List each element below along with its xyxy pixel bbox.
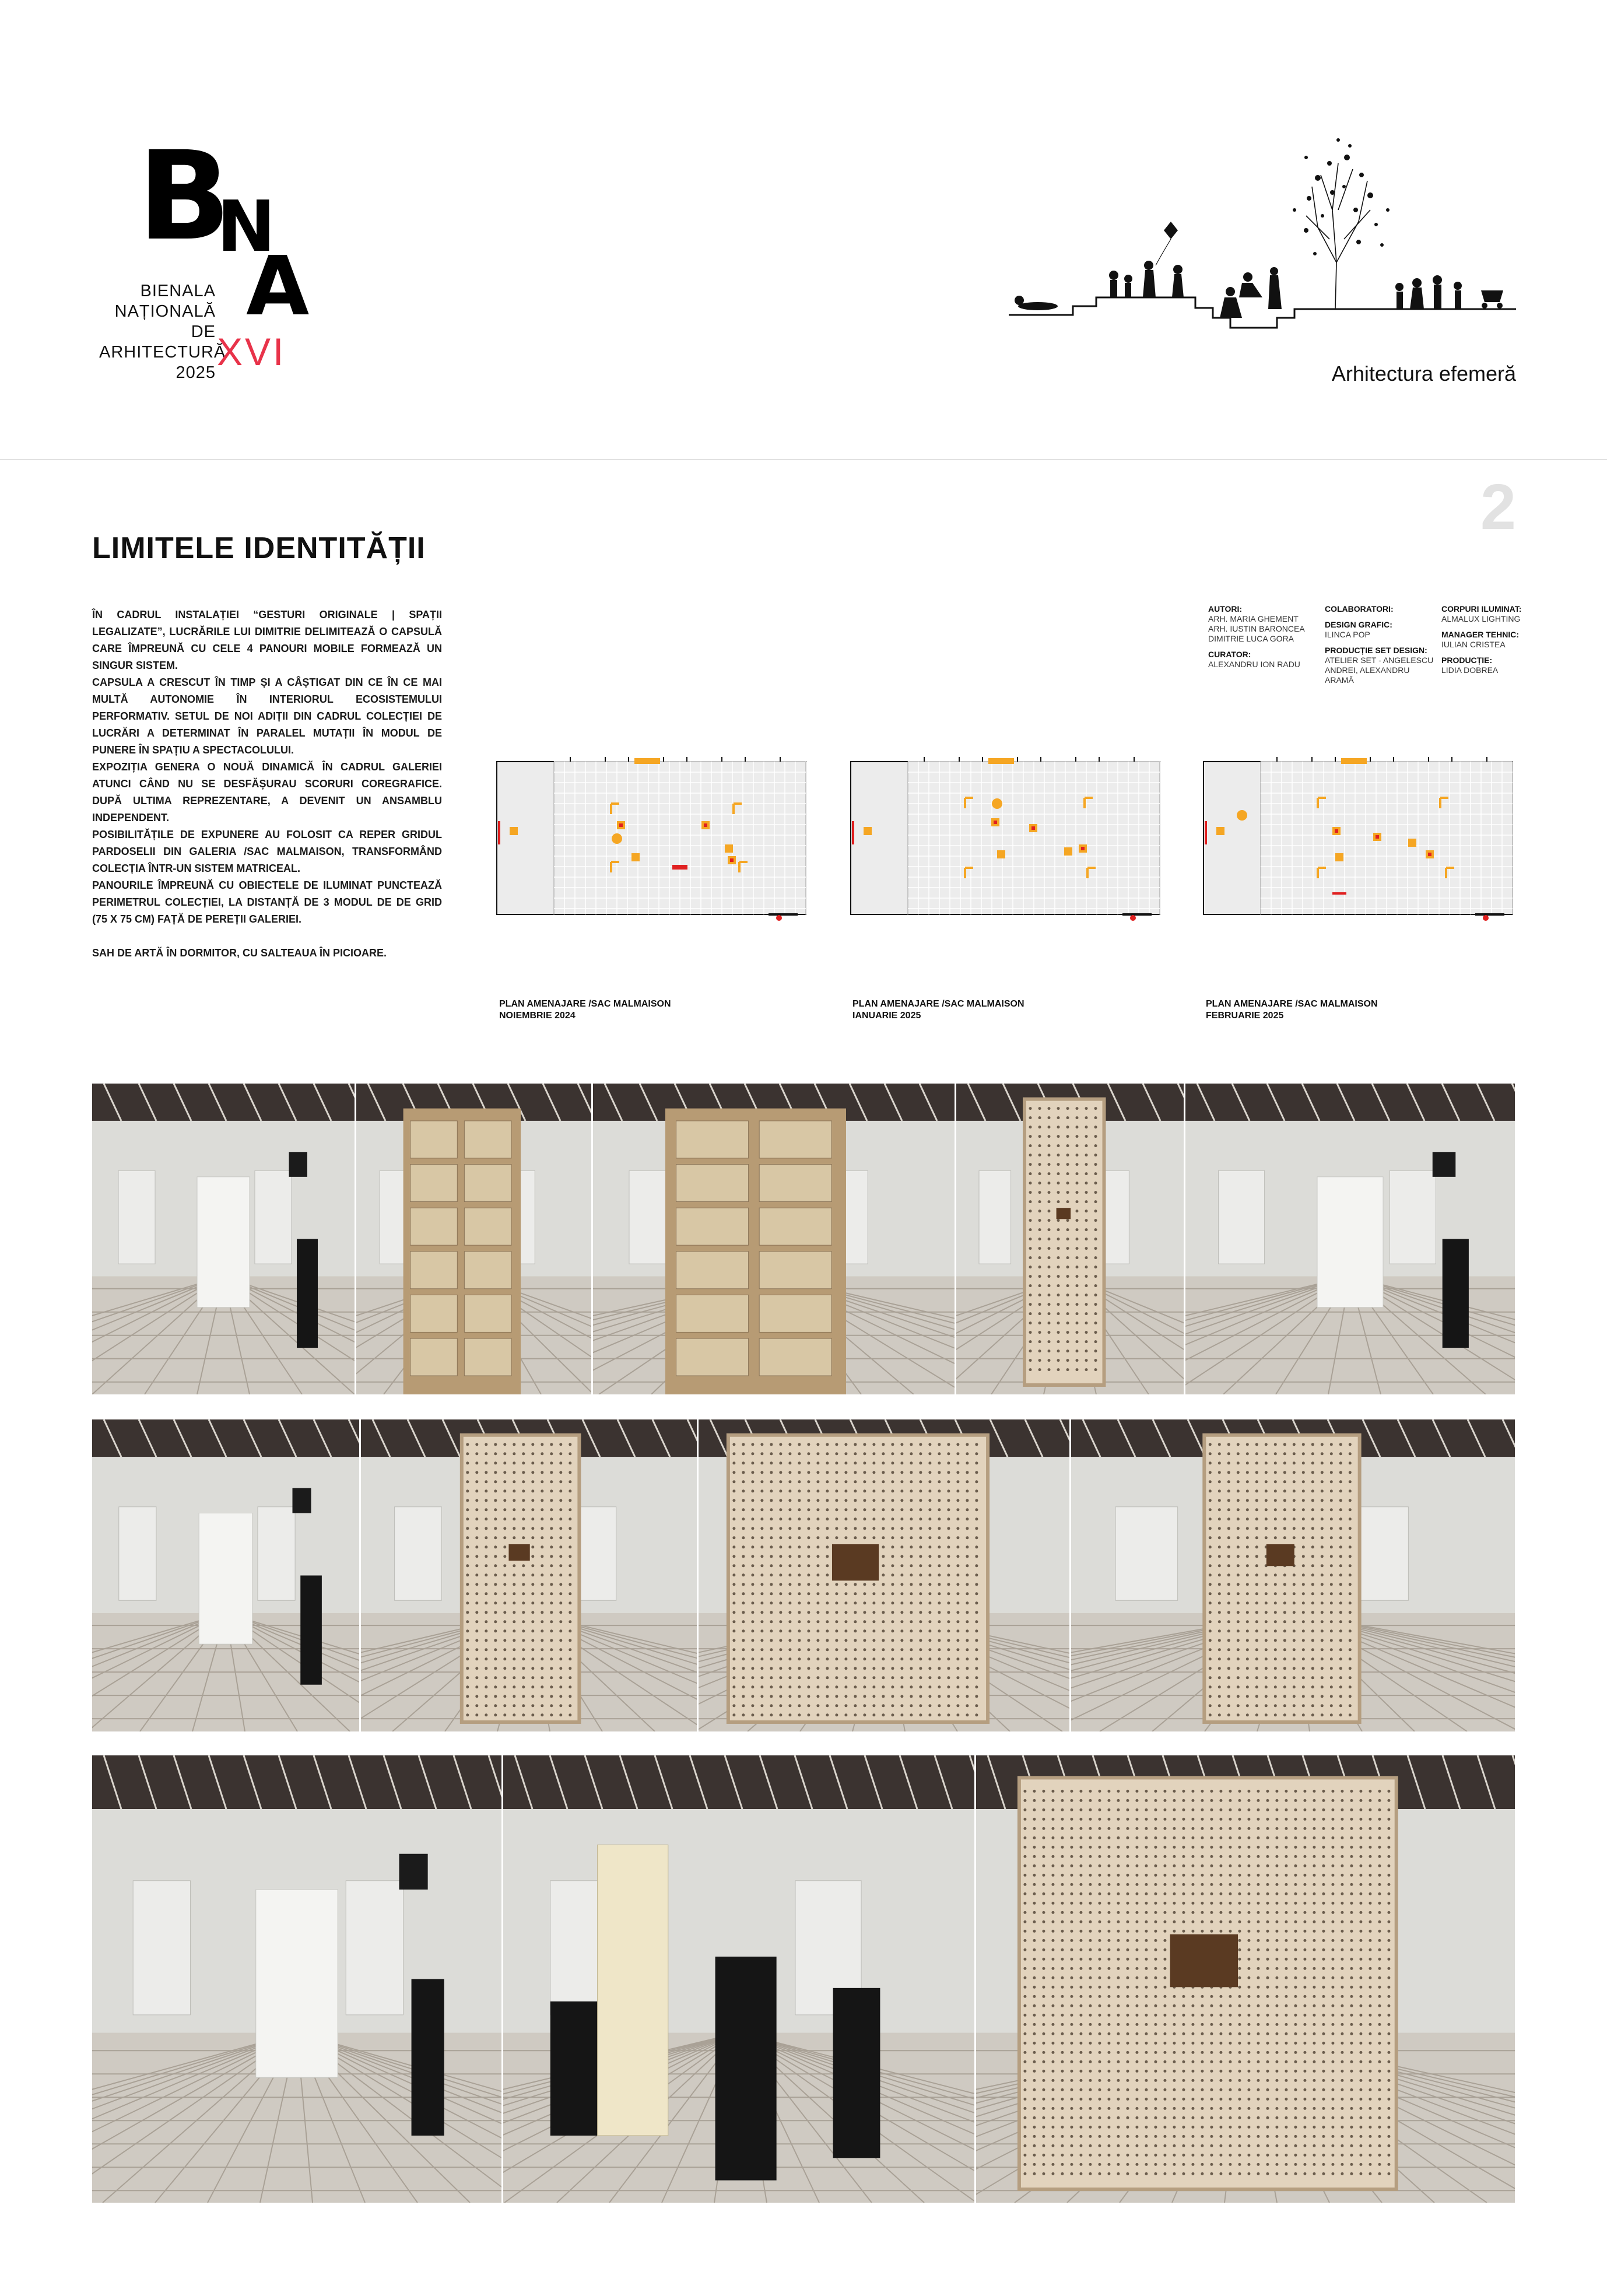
credit-heading: AUTORI: bbox=[1208, 604, 1243, 614]
logo-subtitle-line: DE bbox=[191, 323, 216, 341]
gallery-photo bbox=[92, 1755, 501, 2203]
closing-line: SAH DE ARTĂ ÎN DORMITOR, CU SALTEAUA ÎN PICIOARE. bbox=[92, 947, 387, 959]
plan-caption-line: PLAN AMENAJARE /SAC MALMAISON bbox=[1206, 999, 1378, 1009]
gallery-photo bbox=[593, 1084, 955, 1394]
gallery-photo bbox=[699, 1419, 1069, 1731]
page-title: LIMITELE IDENTITĂȚII bbox=[92, 531, 426, 565]
body-paragraph: POSIBILITĂȚILE DE EXPUNERE AU FOLOSIT CA REPER GRIDUL PARDOSELII DIN GALERIA /SAC MALMAISON, TRANSFORMÂND COLECȚIA ÎNTR-UN SISTEM MATRICEAL. bbox=[92, 829, 442, 874]
plan-caption-line: PLAN AMENAJARE /SAC MALMAISON bbox=[499, 999, 671, 1009]
plan-drawing bbox=[497, 757, 806, 921]
credit-line: ANDREI, ALEXANDRU ARAMĂ bbox=[1325, 665, 1410, 685]
logo-subtitle-line: 2025 bbox=[176, 363, 216, 382]
credit-line: ILINCA POP bbox=[1325, 630, 1370, 639]
credit-heading: CURATOR: bbox=[1208, 650, 1251, 659]
logo-letter-a: A bbox=[246, 239, 310, 334]
floor-plan-feb-2025 bbox=[1201, 757, 1516, 926]
credit-line: ARH. IUSTIN BARONCEA bbox=[1208, 624, 1305, 633]
plan-caption bbox=[499, 998, 744, 1022]
logo-subtitle-line: BIENALA bbox=[140, 282, 216, 300]
logo-subtitle-line: NAȚIONALĂ bbox=[114, 302, 216, 321]
body-text bbox=[92, 607, 442, 962]
credit-heading: PRODUCȚIE: bbox=[1441, 656, 1493, 665]
credits-col-3 bbox=[1441, 604, 1529, 681]
credit-line: DIMITRIE LUCA GORA bbox=[1208, 634, 1294, 643]
credits-col-1 bbox=[1208, 604, 1319, 675]
credit-line: IULIAN CRISTEA bbox=[1441, 640, 1506, 649]
theme-illustration bbox=[1003, 122, 1528, 356]
credit-line: ALEXANDRU ION RADU bbox=[1208, 660, 1300, 669]
body-paragraph: EXPOZIȚIA GENERA O NOUĂ DINAMICĂ ÎN CADRUL GALERIEI ATUNCI CÂND NU SE DESFĂȘURAU SCORURI COREGRAFICE. DUPĂ ULTIMA REPREZENTARE, A DEVENIT UN ANSAMBLU INDEPENDENT. bbox=[92, 761, 442, 823]
credit-line: ARH. MARIA GHEMENT bbox=[1208, 614, 1299, 623]
floor-plan-jan-2025 bbox=[848, 757, 1163, 926]
credit-heading: COLABORATORI: bbox=[1325, 604, 1394, 614]
body-paragraph: CAPSULA A CRESCUT ÎN TIMP ȘI A CÂȘTIGAT DIN CE ÎN CE MAI MULTĂ AUTONOMIE ÎN INTERIORUL ECOSISTEMULUI PERFORMATIV. SETUL DE NOI ADIȚII DIN CADRUL COLECȚIEI DE LUCRĂRI A DETERMINAT ÎN PARALEL MUTAȚII ÎN MODUL DE PUNERE ÎN SPAȚIU A SPECTACOLULUI. bbox=[92, 676, 442, 756]
credit-line: LIDIA DOBREA bbox=[1441, 665, 1499, 675]
body-paragraph: PANOURILE ÎMPREUNĂ CU OBIECTELE DE ILUMINAT PUNCTEAZĂ PERIMETRUL COLECȚIEI, LA DISTANȚĂ DE 3 MODUL DE DE GRID (75 X 75 CM) FAȚĂ DE PEREȚII GALERIEI. bbox=[92, 879, 442, 925]
credit-heading: MANAGER TEHNIC: bbox=[1441, 630, 1519, 639]
plan-caption-date: FEBRUARIE 2025 bbox=[1206, 1011, 1284, 1021]
theme-label: Arhitectura efemeră bbox=[1331, 362, 1516, 385]
plan-drawing bbox=[1204, 757, 1513, 921]
plan-caption-date: NOIEMBRIE 2024 bbox=[499, 1011, 576, 1021]
body-paragraph: ÎN CADRUL INSTALAȚIEI “GESTURI ORIGINALE | SPAȚII LEGALIZATE”, LUCRĂRILE LUI DIMITRIE DELIMITEAZĂ O CAPSULĂ CARE ÎMPREUNĂ CU CELE 4 PANOURI MOBILE FORMEAZĂ UN SINGUR SISTEM. bbox=[92, 609, 442, 671]
gallery-photo bbox=[1185, 1084, 1515, 1394]
credit-heading: CORPURI ILUMINAT: bbox=[1441, 604, 1522, 614]
gallery-photo bbox=[956, 1084, 1184, 1394]
gallery-photo bbox=[356, 1084, 591, 1394]
plan-caption-date: IANUARIE 2025 bbox=[852, 1011, 921, 1021]
floor-plan-nov-2024 bbox=[494, 757, 809, 926]
logo-letter-b: B bbox=[138, 125, 231, 268]
gallery-photo bbox=[976, 1755, 1515, 2203]
credit-heading: PRODUCȚIE SET DESIGN: bbox=[1325, 646, 1427, 655]
logo-letter-n: N bbox=[217, 187, 276, 268]
gallery-photo bbox=[503, 1755, 974, 2203]
gallery-photo bbox=[1071, 1419, 1515, 1731]
plan-caption bbox=[852, 998, 1097, 1022]
gallery-photo bbox=[92, 1084, 355, 1394]
logo-subtitle-line: ARHITECTURĂ bbox=[99, 343, 226, 362]
page-number: 2 bbox=[1480, 471, 1516, 543]
credit-heading: DESIGN GRAFIC: bbox=[1325, 620, 1392, 629]
credits-col-2 bbox=[1325, 604, 1436, 691]
credit-line: ALMALUX LIGHTING bbox=[1441, 614, 1521, 623]
plan-drawing bbox=[851, 757, 1160, 921]
plan-caption bbox=[1206, 998, 1451, 1022]
plan-caption-line: PLAN AMENAJARE /SAC MALMAISON bbox=[852, 999, 1024, 1009]
credit-line: ATELIER SET - ANGELESCU bbox=[1325, 656, 1434, 665]
gallery-photo bbox=[92, 1419, 359, 1731]
logo-subtitle bbox=[99, 281, 226, 383]
header-divider bbox=[0, 459, 1607, 460]
logo-edition: XVI bbox=[217, 330, 286, 373]
gallery-photo bbox=[361, 1419, 697, 1731]
